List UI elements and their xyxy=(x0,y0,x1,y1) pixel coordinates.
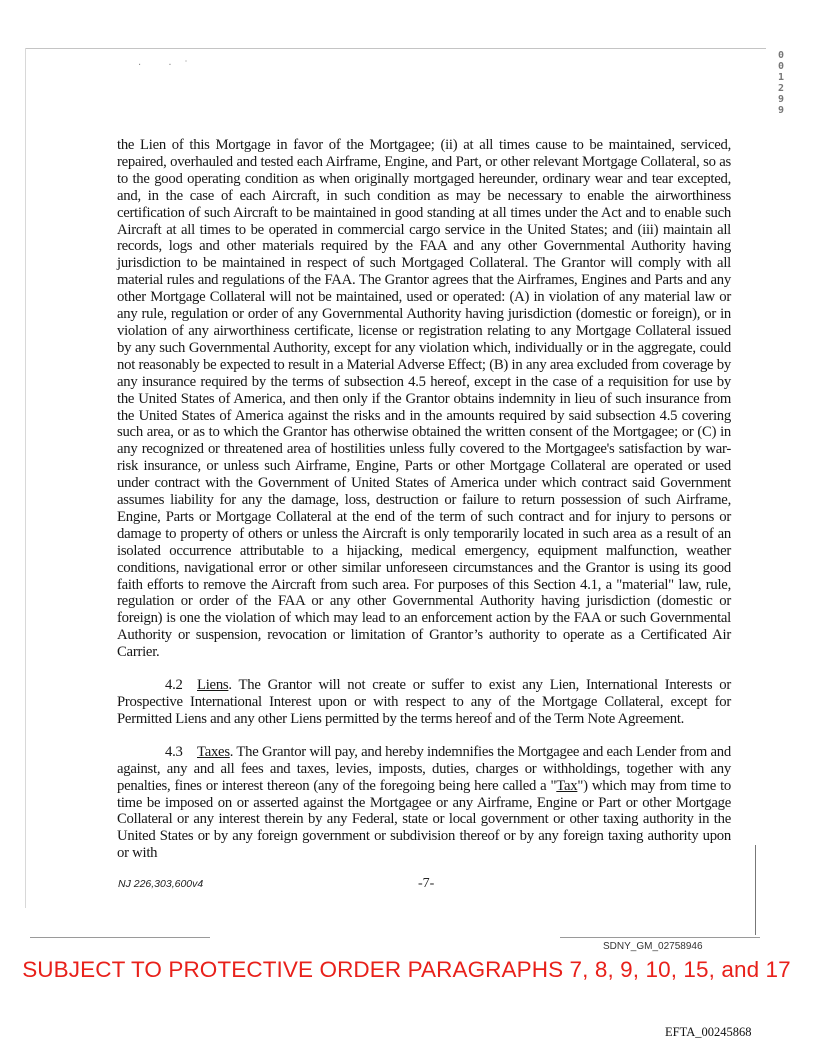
defined-term: Tax xyxy=(556,777,578,794)
section-number: 4.2 xyxy=(165,677,183,694)
production-stamp: SDNY_GM_02758946 xyxy=(603,941,703,952)
scan-edge-bottom-right xyxy=(560,937,760,938)
section-text: . The Grantor will pay, and hereby indemnifies the Mortgagee and each Lender from and against, any and all fees and taxes, levies, imposts, duties, charges or withholdings, together with any penalties, fines or interest thereon (any of the foregoing being here called a " xyxy=(117,743,731,794)
side-bates-number: 001299 xyxy=(778,50,785,116)
section-4-3 xyxy=(117,744,731,862)
scan-specks: · ·˙ xyxy=(138,60,201,71)
document-body xyxy=(117,137,731,862)
section-heading: Liens xyxy=(197,677,229,694)
document-id: NJ 226,303,600v4 xyxy=(118,878,204,890)
paragraph-continuation: the Lien of this Mortgage in favor of the Mortgagee; (ii) at all times cause to be maintained, serviced, repaired, overhauled and tested each Airframe, Engine, and Part, or other relevant Mortgage Collateral, so as to the good operating condition as when originally mortgaged hereunder, ordinary wear and tear excepted, and, in the case of each Aircraft, in such condition as may be necessary to enable the airworthiness certification of such Aircraft to be maintained in good standing at all times under the Act and to enable such Aircraft at all times to be operated in commercial cargo service in the United States; and (iii) maintain all records, logs and other materials required by the FAA and any other Governmental Authority having jurisdiction to be maintained in respect of such Mortgaged Collateral. The Grantor will comply with all material rules and regulations of the FAA. The Grantor agrees that the Airframes, Engines and Parts and any other Mortgage Collateral will not be maintained, used or operated: (A) in violation of any material law or any rule, regulation or order of any Governmental Authority having jurisdiction (domestic or foreign), or in violation of any airworthiness certificate, license or registration relating to any Mortgage Collateral issued by any such Governmental Authority, except for any violation which, individually or in the aggregate, could not reasonably be expected to result in a Material Adverse Effect; (B) in any area excluded from coverage by any insurance required by the terms of subsection 4.5 hereof, except in the case of a requisition for use by the United States of America, and then only if the Grantor obtains indemnity in lieu of such insurance from the United States of America against the risks and in the amounts required by said subsection 4.5 covering such area, or as to which the Grantor has otherwise obtained the written consent of the Mortgagee; or (C) in any recognized or threatened area of hostilities unless fully covered to the Mortgagee's satisfaction by war-risk insurance, or unless such Airframe, Engine, Parts or other Mortgage Collateral are operated or used under contract with the Government of United States of America under which contract said Government assumes liability for any the damage, loss, destruction or failure to return possession of such Airframe, Engine, Parts or Mortgage Collateral at the end of the term of such contract and for injury to persons or damage to property of others or unless the Aircraft is only temporarily located in such area as a result of an isolated occurrence attributable to a hijacking, medical emergency, equipment malfunction, weather conditions, navigational error or other similar unforeseen circumstances and the Grantor is using its good faith efforts to remove the Aircraft from such area. For purposes of this Section 4.1, a "material" law, rule, regulation or order of the FAA or any other Governmental Authority having jurisdiction (domestic or foreign) is one the violation of which may lead to an enforcement action by the FAA or such Governmental Authority or suspension, revocation or limitation of Grantor’s authority to operate as a Certificated Air Carrier. xyxy=(117,137,731,661)
scan-edge-left xyxy=(25,48,26,908)
scan-edge-right xyxy=(755,845,756,935)
section-text-continued: ") which may from time to time be imposed on or asserted against the Mortgagee or any Airframe, Engine or Part or other Mortgage Collateral or any interest therein by any Federal, state or local government or other taxing authority in the United States or by any foreign government or subdivision thereof or by any foreign taxing authority upon or with xyxy=(117,777,731,862)
scan-edge-top xyxy=(26,48,766,49)
section-number: 4.3 xyxy=(165,743,183,760)
section-text: . The Grantor will not create or suffer to exist any Lien, International Interests or Prospective International Interest upon or with respect to any of the Mortgage Collateral, except for Permitted Liens and any other Liens permitted by the terms hereof and of the Term Note Agreement. xyxy=(117,677,731,727)
page-number: -7- xyxy=(418,876,435,891)
protective-order-notice: SUBJECT TO PROTECTIVE ORDER PARAGRAPHS 7, 8, 9, 10, 15, and 17 xyxy=(22,957,791,982)
section-4-2 xyxy=(117,677,731,728)
section-heading: Taxes xyxy=(197,743,230,760)
scan-edge-bottom-left xyxy=(30,937,210,938)
efta-number: EFTA_00245868 xyxy=(665,1025,752,1039)
